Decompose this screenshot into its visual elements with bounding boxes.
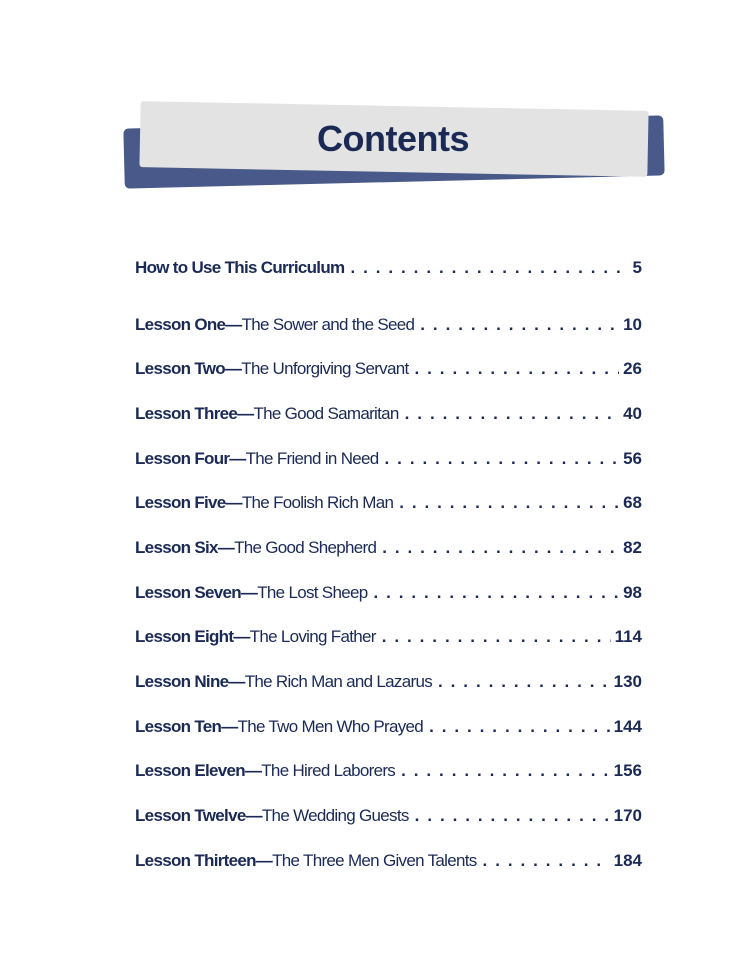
toc-entry-title: The Hired Laborers bbox=[261, 761, 396, 780]
toc-entry-label: Lesson Ten— bbox=[135, 717, 238, 736]
toc-entry-page: 68 bbox=[623, 493, 642, 512]
toc-entry-page: 184 bbox=[613, 851, 642, 870]
toc-entry-lesson-thirteen[interactable] bbox=[135, 846, 642, 876]
toc-entry-label: Lesson Six— bbox=[135, 538, 235, 557]
dot-leader bbox=[373, 578, 619, 608]
dot-leader bbox=[483, 846, 610, 876]
toc-entry-label: Lesson Four— bbox=[135, 449, 246, 468]
toc-entry-page: 56 bbox=[623, 449, 642, 468]
toc-entry-lesson-one[interactable] bbox=[135, 310, 642, 340]
toc-entry-lesson-eight[interactable] bbox=[135, 622, 642, 652]
toc-entry-lesson-six[interactable] bbox=[135, 533, 642, 563]
toc-entry-label: Lesson Thirteen— bbox=[135, 851, 273, 870]
toc-entry-label: Lesson Eight— bbox=[135, 627, 250, 646]
toc-entry-page: 144 bbox=[613, 717, 642, 736]
toc-entry-lesson-eleven[interactable] bbox=[135, 756, 642, 786]
toc-entry-lesson-twelve[interactable] bbox=[135, 801, 642, 831]
toc-entry-page: 114 bbox=[614, 627, 642, 646]
toc-entry-title: The Friend in Need bbox=[245, 449, 379, 468]
toc-entry-page: 40 bbox=[623, 404, 642, 423]
toc-entry-page: 170 bbox=[613, 806, 642, 825]
page-title: Contents bbox=[317, 118, 469, 159]
toc-entry-title: The Loving Father bbox=[249, 627, 376, 646]
toc-entry-label: Lesson One— bbox=[135, 315, 242, 334]
toc-entry-page: 10 bbox=[623, 315, 642, 334]
toc-entry-lesson-three[interactable] bbox=[135, 399, 642, 429]
dot-leader bbox=[415, 801, 610, 831]
dot-leader bbox=[382, 533, 619, 563]
toc-entry-lesson-five[interactable] bbox=[135, 488, 642, 518]
dot-leader bbox=[385, 444, 620, 474]
toc-entry-page: 82 bbox=[623, 538, 642, 557]
toc-entry-lesson-seven[interactable] bbox=[135, 578, 642, 608]
toc-entry-label: Lesson Nine— bbox=[135, 672, 245, 691]
toc-entry-lesson-ten[interactable] bbox=[135, 712, 642, 742]
toc-entry-lesson-four[interactable] bbox=[135, 444, 642, 474]
toc-entry-title: The Good Shepherd bbox=[234, 538, 377, 557]
contents-banner bbox=[120, 100, 666, 190]
toc-entry-label: Lesson Five— bbox=[135, 493, 242, 512]
dot-leader bbox=[429, 712, 610, 742]
toc-entry-how-to-use[interactable] bbox=[135, 253, 642, 283]
toc-entry-title: The Wedding Guests bbox=[261, 806, 409, 825]
toc-entry-title: The Rich Man and Lazarus bbox=[244, 672, 432, 691]
toc-entry-title: The Two Men Who Prayed bbox=[237, 717, 424, 736]
dot-leader bbox=[420, 310, 619, 340]
toc-entry-page: 130 bbox=[613, 672, 642, 691]
toc-entry-title: The Three Men Given Talents bbox=[272, 851, 477, 870]
dot-leader bbox=[399, 488, 619, 518]
dot-leader bbox=[438, 667, 610, 697]
dot-leader bbox=[350, 253, 628, 283]
toc-entry-lesson-two[interactable] bbox=[135, 354, 642, 384]
dot-leader bbox=[382, 622, 611, 652]
toc-entry-title: The Foolish Rich Man bbox=[241, 493, 394, 512]
toc-entry-label: Lesson Two— bbox=[135, 359, 242, 378]
toc-entry-label: Lesson Twelve— bbox=[135, 806, 262, 825]
toc-entry-title: The Sower and the Seed bbox=[241, 315, 415, 334]
toc-entry-page: 26 bbox=[623, 359, 642, 378]
dot-leader bbox=[415, 354, 620, 384]
toc-entry-label: Lesson Seven— bbox=[135, 583, 258, 602]
toc-entry-label: How to Use This Curriculum bbox=[135, 258, 345, 277]
toc-entry-page: 98 bbox=[623, 583, 642, 602]
toc-entry-title: The Lost Sheep bbox=[257, 583, 368, 602]
toc-entry-label: Lesson Eleven— bbox=[135, 761, 262, 780]
dot-leader bbox=[401, 756, 610, 786]
dot-leader bbox=[405, 399, 619, 429]
toc-entry-lesson-nine[interactable] bbox=[135, 667, 642, 697]
toc-entry-page: 156 bbox=[613, 761, 642, 780]
toc-entry-label: Lesson Three— bbox=[135, 404, 254, 423]
toc-entry-title: The Good Samaritan bbox=[253, 404, 399, 423]
toc-entry-title: The Unforgiving Servant bbox=[241, 359, 409, 378]
toc-entry-page: 5 bbox=[632, 258, 642, 277]
